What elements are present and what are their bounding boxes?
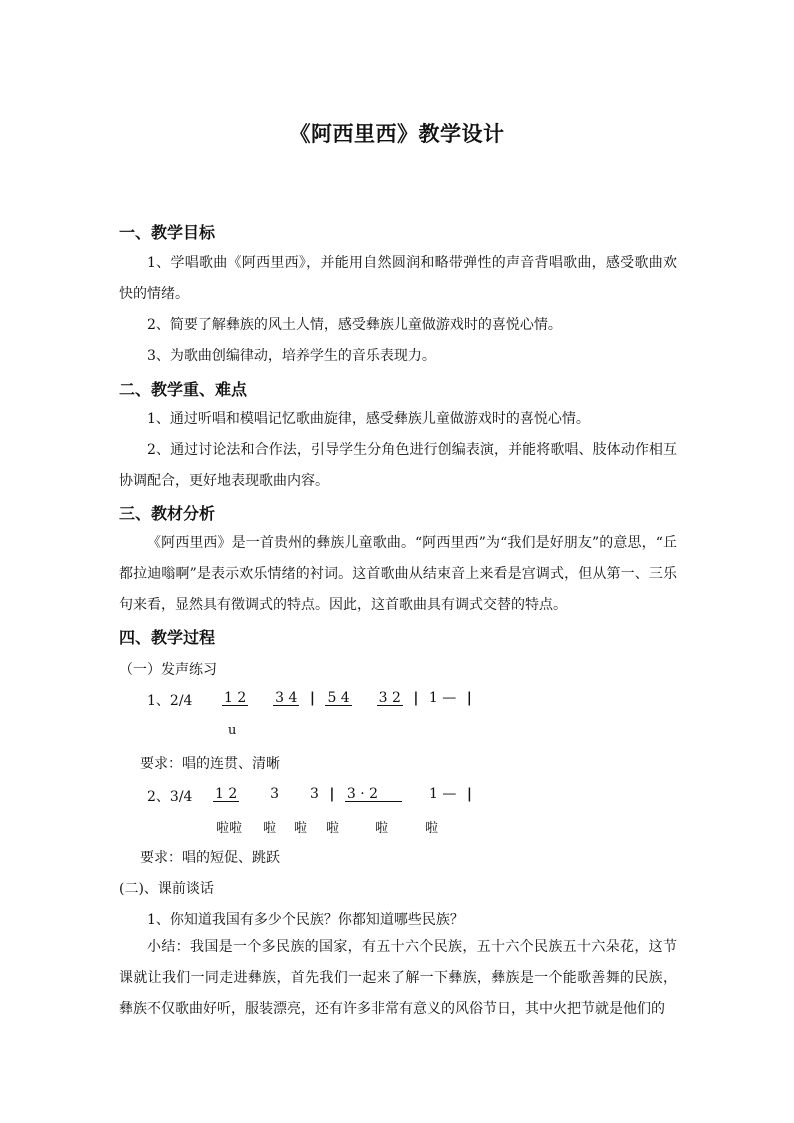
objective-item-2: 2、简要了解彝族的风土人情，感受彝族儿童做游戏时的喜悦心情。	[147, 317, 562, 333]
exercise-2-lyric: 啦	[294, 821, 308, 836]
objective-item-3: 3、为歌曲创编律动，培养学生的音乐表现力。	[147, 348, 436, 364]
key-points-list	[119, 404, 677, 497]
note-group: 1 —	[428, 690, 457, 706]
bar-line: |	[413, 690, 419, 706]
exercise-1-lyric: u	[228, 723, 237, 738]
question-1: 1、你知道我国有多少个民族？你都知道哪些民族？	[147, 912, 464, 928]
exercise-2-lyric: 啦	[375, 821, 389, 836]
key-point-item-1: 1、通过听唱和模唱记忆歌曲旋律，感受彝族儿童做游戏时的喜悦心情。	[147, 411, 590, 427]
exercise-2-lyric: 啦	[326, 821, 340, 836]
summary-block	[119, 932, 677, 1025]
analysis-block	[119, 528, 677, 621]
exercise-1-requirement: 要求：唱的连贯、清晰	[140, 756, 280, 772]
bar-line: |	[466, 786, 472, 802]
section-heading-objectives: 一、教学目标	[119, 223, 216, 242]
document-title: 《阿西里西》教学设计	[289, 121, 505, 146]
analysis-text: 《阿西里西》是一首贵州的彝族儿童歌曲。“阿西里西”为“我们是好朋友”的意思，“丘都拉迪嗡啊”是表示欢乐情绪的衬词。这首歌曲从结束音上来看是宫调式，但从第一、三乐句来看，显然具有徵调式的特点。因此，这首歌曲具有调式交替的特点。	[119, 535, 677, 613]
subheading-vocal-exercise: （一）发声练习	[119, 662, 217, 678]
objective-item-1: 1、学唱歌曲《阿西里西》，并能用自然圆润和略带弹性的声音背唱歌曲，感受歌曲欢快的情绪。	[119, 255, 677, 302]
exercise-2-notation	[213, 786, 478, 802]
bar-line: |	[466, 690, 472, 706]
note-group: 3	[310, 786, 319, 802]
note-group: 1 2	[224, 690, 247, 706]
note-group: 3	[270, 786, 280, 802]
note-group: 5 4	[327, 690, 350, 706]
exercise-2-lyric: 啦啦	[216, 821, 243, 836]
section-heading-analysis: 三、教材分析	[119, 504, 216, 523]
exercise-2-lyric: 啦	[425, 821, 439, 836]
note-group: 1 2	[215, 786, 238, 802]
section-heading-process: 四、教学过程	[119, 628, 216, 647]
exercise-2-lyric: 啦	[263, 821, 277, 836]
note-group: 3 2	[378, 690, 401, 706]
exercise-2-label: 2、3/4	[147, 789, 193, 805]
note-group: 1 —	[429, 786, 457, 802]
exercise-1-label: 1、2/4	[147, 693, 193, 709]
bar-line: |	[309, 690, 315, 706]
note-group: 3 4	[275, 690, 298, 706]
note-group: 3 · 2	[345, 787, 402, 802]
objectives-list	[119, 248, 677, 372]
key-point-item-2: 2、通过讨论法和合作法，引导学生分角色进行创编表演，并能将歌唱、肢体动作相互协调配合，更好地表现歌曲内容。	[119, 442, 677, 489]
bar-line: |	[329, 786, 335, 802]
summary-text: 小结：我国是一个多民族的国家，有五十六个民族，五十六个民族五十六朵花，这节课就让我们一同走进彝族，首先我们一起来了解一下彝族，彝族是一个能歌善舞的民族，彝族不仅歌曲好听，服装漂亮，还有许多非常有意义的风俗节日，其中火把节就是他们的	[119, 939, 677, 1017]
subheading-pre-class-talk: (二)、课前谈话	[119, 881, 214, 897]
exercise-1-notation	[222, 690, 478, 706]
exercise-2-requirement: 要求：唱的短促、跳跃	[140, 850, 280, 866]
section-heading-key-points: 二、教学重、难点	[119, 380, 248, 399]
